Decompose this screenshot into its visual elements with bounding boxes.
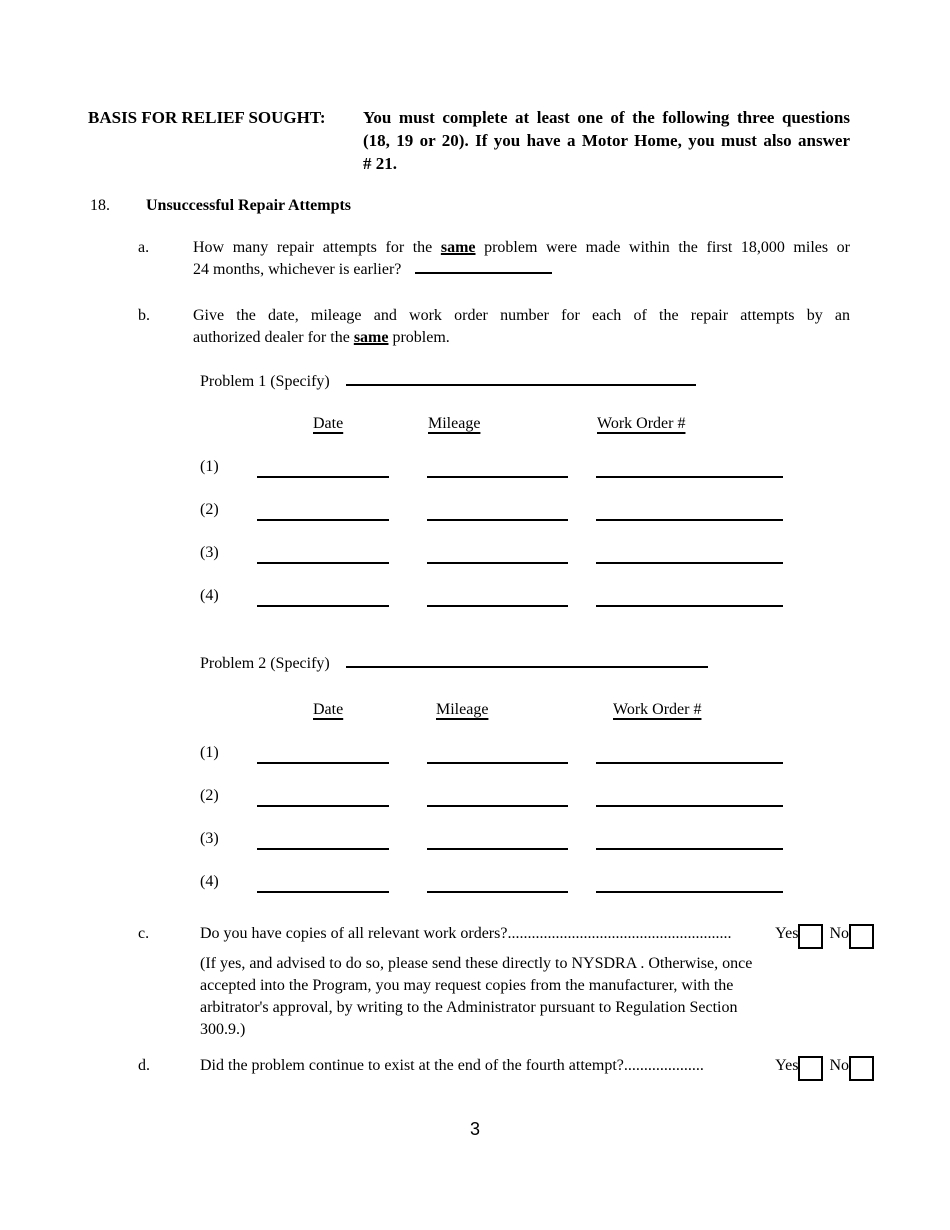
date-blank[interactable] — [257, 838, 389, 850]
problem-1-title-row — [88, 371, 850, 393]
problem-2-title-row — [88, 653, 850, 675]
mileage-blank[interactable] — [427, 509, 568, 521]
note-line: (If yes, and advised to do so, please send these directly to NYSDRA . Otherwise, once — [200, 955, 753, 972]
yes-checkbox-d[interactable] — [798, 1056, 823, 1081]
row-label: (1) — [200, 458, 219, 475]
mileage-blank[interactable] — [427, 466, 568, 478]
item-b-line1: Give the date, mileage and work order number for each of the repair attempts by an — [193, 307, 850, 324]
basis-header-instructions — [363, 106, 850, 175]
problem-1-specify-blank[interactable] — [346, 372, 696, 386]
problem-2-specify-blank[interactable] — [346, 654, 708, 668]
item-d-question-row — [200, 1055, 874, 1077]
mileage-blank[interactable] — [427, 795, 568, 807]
yes-label: Yes — [775, 1057, 799, 1074]
column-header-mileage: Mileage — [428, 415, 481, 432]
item-a-line2-text: 24 months, whichever is earlier? — [193, 261, 402, 278]
mileage-blank[interactable] — [427, 595, 568, 607]
item-a-line1 — [193, 237, 850, 259]
item-a — [88, 237, 850, 281]
date-blank[interactable] — [257, 466, 389, 478]
item-c-label: c. — [138, 925, 150, 942]
no-label: No — [829, 925, 849, 942]
page-number: 3 — [469, 1119, 480, 1139]
instruction-line: (18, 19 or 20). If you have a Motor Home, you must also answer — [363, 131, 850, 150]
date-blank[interactable] — [257, 795, 389, 807]
basis-header-label: BASIS FOR RELIEF SOUGHT: — [88, 108, 326, 127]
item-c-question-row — [200, 923, 874, 945]
work-order-blank[interactable] — [596, 466, 783, 478]
problem-1-table — [88, 371, 850, 607]
item-d — [88, 1055, 850, 1077]
item-b-label: b. — [138, 307, 150, 324]
mileage-blank[interactable] — [427, 881, 568, 893]
row-label: (2) — [200, 501, 219, 518]
item-b-line2 — [193, 327, 850, 349]
no-label: No — [829, 1057, 849, 1074]
mileage-blank[interactable] — [427, 752, 568, 764]
instruction-line: You must complete at least one of the following three questions — [363, 108, 850, 127]
column-header-date: Date — [313, 415, 344, 432]
instruction-line: # 21. — [363, 154, 397, 173]
item-a-same-emphasis: same — [440, 239, 476, 256]
note-line: accepted into the Program, you may request copies from the manufacturer, with the — [200, 977, 734, 994]
item-b — [88, 305, 850, 349]
table-row — [88, 850, 850, 893]
problem-1-column-headers — [88, 413, 850, 435]
basis-header — [88, 106, 850, 175]
question-18-heading — [88, 195, 850, 217]
problem-2-column-headers — [88, 699, 850, 721]
table-row — [88, 521, 850, 564]
problem-2-title: Problem 2 (Specify) — [200, 655, 330, 672]
column-header-mileage: Mileage — [436, 701, 489, 718]
work-order-blank[interactable] — [596, 752, 783, 764]
item-a-line1-pre: How many repair attempts for the — [193, 239, 441, 256]
row-label: (3) — [200, 830, 219, 847]
item-d-label: d. — [138, 1057, 150, 1074]
row-label: (1) — [200, 744, 219, 761]
mileage-blank[interactable] — [427, 838, 568, 850]
no-checkbox-c[interactable] — [849, 924, 874, 949]
repair-attempts-count-blank[interactable] — [415, 260, 552, 274]
question-title: Unsuccessful Repair Attempts — [146, 197, 352, 214]
dot-leader: ........................................................ — [507, 925, 732, 942]
work-order-blank[interactable] — [596, 838, 783, 850]
column-header-date: Date — [313, 701, 344, 718]
item-b-same-emphasis: same — [353, 329, 389, 346]
date-blank[interactable] — [257, 881, 389, 893]
date-blank[interactable] — [257, 552, 389, 564]
row-label: (4) — [200, 873, 219, 890]
table-row — [88, 435, 850, 478]
question-number: 18. — [90, 197, 110, 214]
note-line: 300.9.) — [200, 1021, 246, 1038]
dot-leader: .................... — [623, 1057, 704, 1074]
item-c — [88, 923, 850, 1041]
item-c-question: Do you have copies of all relevant work orders? — [200, 925, 508, 942]
table-row — [88, 764, 850, 807]
note-line: arbitrator's approval, by writing to the Administrator pursuant to Regulation Section — [200, 999, 738, 1016]
work-order-blank[interactable] — [596, 509, 783, 521]
problem-1-title: Problem 1 (Specify) — [200, 373, 330, 390]
work-order-blank[interactable] — [596, 795, 783, 807]
work-order-blank[interactable] — [596, 595, 783, 607]
work-order-blank[interactable] — [596, 881, 783, 893]
row-label: (2) — [200, 787, 219, 804]
column-header-work-order: Work Order # — [597, 415, 686, 432]
yes-checkbox-c[interactable] — [798, 924, 823, 949]
table-row — [88, 478, 850, 521]
table-row — [88, 721, 850, 764]
date-blank[interactable] — [257, 752, 389, 764]
date-blank[interactable] — [257, 509, 389, 521]
column-header-work-order: Work Order # — [613, 701, 702, 718]
item-c-note — [200, 953, 850, 1041]
no-checkbox-d[interactable] — [849, 1056, 874, 1081]
item-d-question: Did the problem continue to exist at the end of the fourth attempt? — [200, 1057, 624, 1074]
table-row — [88, 807, 850, 850]
problem-2-table — [88, 653, 850, 893]
item-a-label: a. — [138, 239, 150, 256]
item-b-line2-post: problem. — [388, 329, 450, 346]
table-row — [88, 564, 850, 607]
row-label: (4) — [200, 587, 219, 604]
row-label: (3) — [200, 544, 219, 561]
item-a-line1-post: problem were made within the first 18,000 miles or — [475, 239, 850, 256]
item-a-line2 — [193, 259, 850, 281]
item-b-line2-pre: authorized dealer for the — [193, 329, 354, 346]
work-order-blank[interactable] — [596, 552, 783, 564]
date-blank[interactable] — [257, 595, 389, 607]
mileage-blank[interactable] — [427, 552, 568, 564]
yes-label: Yes — [775, 925, 799, 942]
